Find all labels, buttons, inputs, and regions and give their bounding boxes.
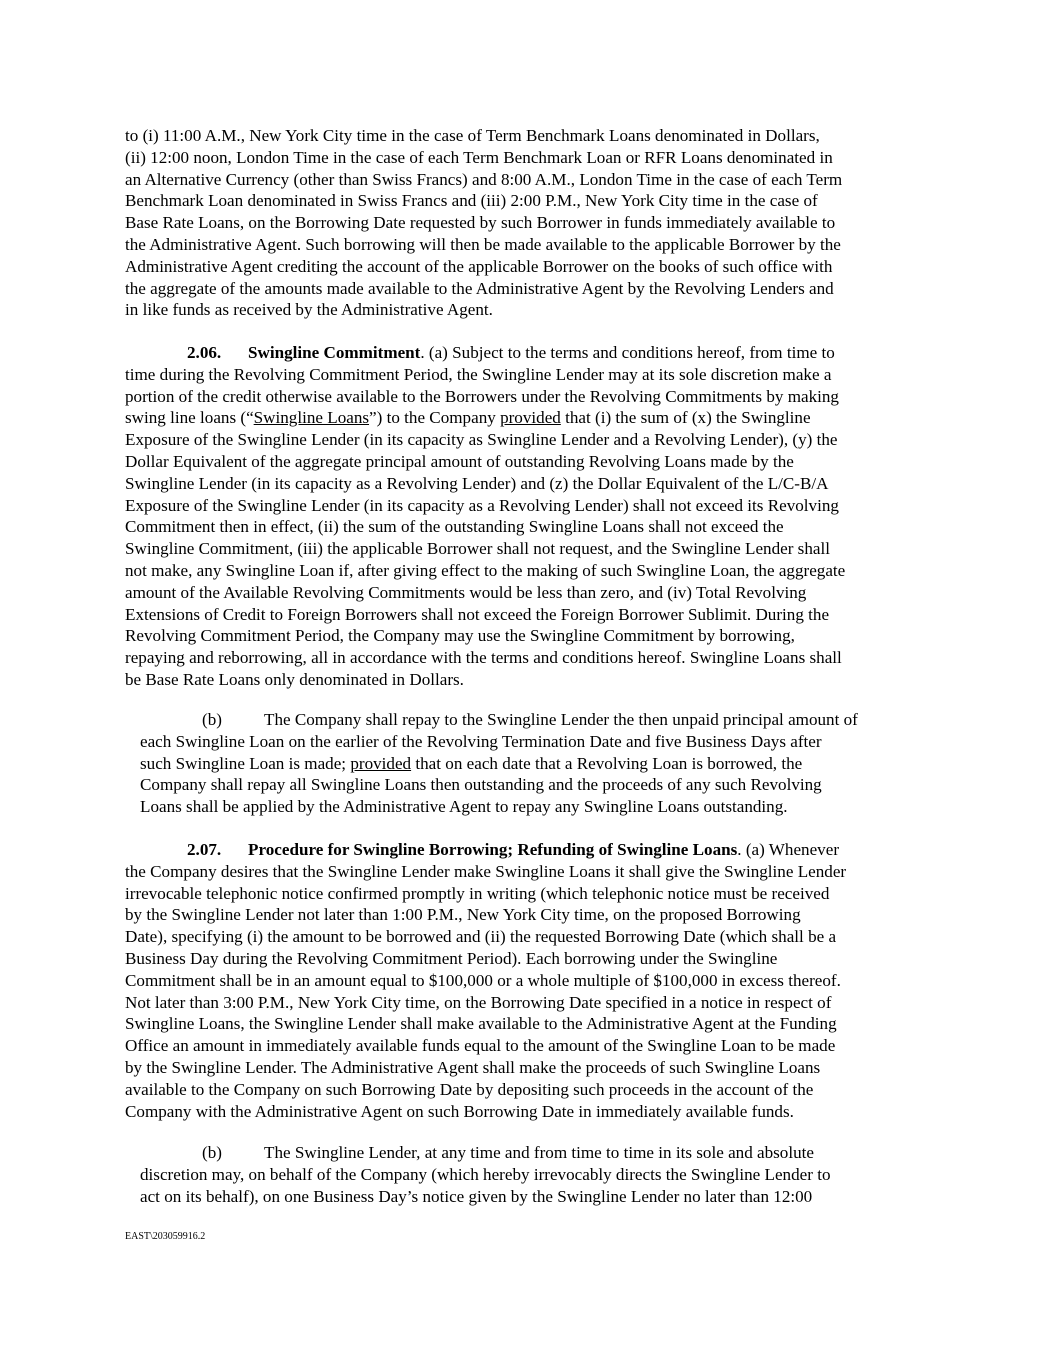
text-line: be Base Rate Loans only denominated in Dollars. [125, 669, 464, 689]
text-line: Office an amount in immediately available funds equal to the amount of the Swingline Loan to be made [125, 1036, 836, 1056]
text-line: the Administrative Agent. Such borrowing will then be made available to the applicable Borrower by the [125, 234, 841, 254]
section-2-07-b [140, 1142, 937, 1207]
defined-term: Swingline Loans [253, 408, 370, 428]
text-line: Not later than 3:00 P.M., New York City time, on the Borrowing Date specified in a notice in respect of [125, 992, 832, 1012]
section-2-07 [125, 839, 937, 1122]
text-line: Loans shall be applied by the Administrative Agent to repay any Swingline Loans outstanding. [140, 797, 788, 817]
text-line: Commitment then in effect, (ii) the sum of the outstanding Swingline Loans shall not exceed the [125, 517, 784, 537]
text-line: Swingline Commitment, (iii) the applicable Borrower shall not request, and the Swingline Lender shall [125, 539, 830, 559]
text-line: Dollar Equivalent of the aggregate principal amount of outstanding Revolving Loans made by the [125, 451, 794, 471]
text-line: time during the Revolving Commitment Period, the Swingline Lender may at its sole discretion make a [125, 364, 832, 384]
text-line: act on its behalf), on one Business Day’s notice given by the Swingline Lender no later than 12:00 [140, 1186, 813, 1206]
section-heading: Swingline Commitment [248, 343, 421, 362]
carryover-paragraph [125, 125, 937, 321]
section-number: 2.07. [187, 840, 222, 859]
text-line: (ii) 12:00 noon, London Time in the case of each Term Benchmark Loan or RFR Loans denominated in [125, 147, 833, 167]
text-run: that (i) the sum of (x) the Swingline [560, 408, 811, 428]
text-line: portion of the credit otherwise available to the Borrowers under the Revolving Commitments by making [125, 386, 839, 406]
text-run: . (a) Whenever [737, 840, 840, 859]
text-line: Commitment shall be in an amount equal to $100,000 or a whole multiple of $100,000 in excess thereof. [125, 970, 841, 990]
section-2-06-b [140, 709, 937, 818]
section-heading: Procedure for Swingline Borrowing; Refunding of Swingline Loans [248, 840, 738, 859]
text-line: repaying and reborrowing, all in accordance with the terms and conditions hereof. Swingline Loans shall [125, 648, 842, 668]
text-line: Swingline Lender (in its capacity as a Revolving Lender) and (z) the Dollar Equivalent of the L/C-B/A [125, 473, 829, 493]
text-line: by the Swingline Lender. The Administrative Agent shall make the proceeds of such Swingline Loans [125, 1057, 821, 1077]
provided-term: provided [500, 408, 561, 428]
text-line: Extensions of Credit to Foreign Borrowers shall not exceed the Foreign Borrower Sublimit. During the [125, 604, 830, 624]
text-line: Company with the Administrative Agent on such Borrowing Date in immediately available funds. [125, 1101, 794, 1121]
text-line: Company shall repay all Swingline Loans then outstanding and the proceeds of any such Revolving [140, 775, 822, 795]
text-line [140, 753, 937, 775]
text-line: Date), specifying (i) the amount to be borrowed and (ii) the requested Borrowing Date (which shall be a [125, 927, 837, 947]
text-line: the aggregate of the amounts made available to the Administrative Agent by the Revolving Lenders and [125, 278, 834, 298]
text-line: not make, any Swingline Loan if, after giving effect to the making of such Swingline Loan, the aggregate [125, 560, 846, 580]
text-line: an Alternative Currency (other than Swiss Francs) and 8:00 A.M., London Time in the case of each Term [125, 169, 843, 189]
text-run: swing line loans (“ [125, 408, 254, 428]
section-2-06 [125, 342, 937, 691]
subsection-first-line [140, 709, 937, 731]
text-line: irrevocable telephonic notice confirmed promptly in writing (which telephonic notice must be received [125, 883, 830, 903]
text-line: amount of the Available Revolving Commitments would be less than zero, and (iv) Total Revolving [125, 582, 807, 602]
text-line: available to the Company on such Borrowing Date by depositing such proceeds in the account of the [125, 1079, 814, 1099]
subsection-first-line [140, 1142, 937, 1164]
subsection-label: (b) [202, 1143, 222, 1162]
text-line: in like funds as received by the Administrative Agent. [125, 300, 493, 320]
text-line: each Swingline Loan on the earlier of the Revolving Termination Date and five Business Days after [140, 731, 822, 751]
section-heading-line [125, 342, 937, 364]
text-line: by the Swingline Lender not later than 1:00 P.M., New York City time, on the proposed Borrowing [125, 905, 801, 925]
section-number: 2.06. [187, 343, 222, 362]
text-line: Administrative Agent crediting the account of the applicable Borrower on the books of such office with [125, 256, 833, 276]
text-run: such Swingline Loan is made; [140, 753, 351, 773]
text-line [125, 407, 937, 429]
text-line: Exposure of the Swingline Lender (in its capacity as Swingline Lender and a Revolving Lender), (y) the [125, 430, 838, 450]
provided-term: provided [350, 753, 412, 773]
text-line: Exposure of the Swingline Lender (in its capacity as a Revolving Lender) shall not exceed its Revolving [125, 495, 839, 515]
text-run: that on each date that a Revolving Loan is borrowed, the [411, 753, 803, 773]
subsection-label: (b) [202, 710, 222, 729]
text-run: . (a) Subject to the terms and conditions hereof, from time to [420, 343, 835, 362]
text-line: Base Rate Loans, on the Borrowing Date requested by such Borrower in funds immediately available to [125, 213, 836, 233]
text-line: Revolving Commitment Period, the Company may use the Swingline Commitment by borrowing, [125, 626, 795, 646]
section-heading-line [125, 839, 937, 861]
text-run: The Company shall repay to the Swingline Lender the then unpaid principal amount of [264, 710, 858, 729]
text-line: to (i) 11:00 A.M., New York City time in the case of Term Benchmark Loans denominated in Dollars, [125, 126, 820, 145]
text-line: the Company desires that the Swingline Lender make Swingline Loans it shall give the Swingline Lender [125, 861, 847, 881]
text-run: The Swingline Lender, at any time and from time to time in its sole and absolute [264, 1143, 814, 1162]
text-line: discretion may, on behalf of the Company (which hereby irrevocably directs the Swingline Lender to [140, 1164, 831, 1184]
document-footer-id: EAST\203059916.2 [125, 1231, 206, 1242]
text-line: Benchmark Loan denominated in Swiss Francs and (iii) 2:00 P.M., New York City time in the case of [125, 191, 818, 211]
text-line: Business Day during the Revolving Commitment Period). Each borrowing under the Swingline [125, 948, 778, 968]
text-run: ”) to the Company [369, 408, 501, 428]
text-line: Swingline Loans, the Swingline Lender shall make available to the Administrative Agent at the Funding [125, 1014, 837, 1034]
